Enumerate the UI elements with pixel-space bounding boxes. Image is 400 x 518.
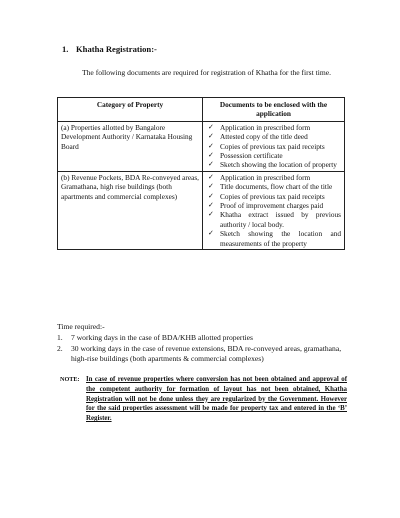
list-item: [57, 333, 347, 344]
list-item: [206, 123, 341, 132]
list-item: [206, 142, 341, 151]
check-mark-icon: ✓: [208, 229, 214, 238]
list-item: [206, 192, 341, 201]
document-text: Application in prescribed form: [220, 122, 311, 132]
check-mark-icon: ✓: [208, 191, 214, 200]
list-item: [206, 160, 341, 169]
check-mark-icon: ✓: [208, 182, 214, 191]
section-title: Khatha Registration:-: [76, 44, 157, 54]
time-required-title: Time required:-: [57, 322, 105, 331]
category-cell: (b) Revenue Pockets, BDA Re-conveyed areas, Gramathana, high rise buildings (both apartments and commercial complexes): [58, 171, 203, 249]
check-mark-icon: ✓: [208, 141, 214, 150]
table-row: [58, 171, 345, 249]
documents-cell: [203, 121, 345, 171]
table-row: [58, 121, 345, 171]
check-mark-icon: ✓: [208, 160, 214, 169]
header-documents: Documents to be enclosed with the application: [203, 98, 345, 122]
category-cell: (a) Properties allotted by Bangalore Development Authority / Karnataka Housing Board: [58, 121, 203, 171]
document-text: Application in prescribed form: [220, 172, 311, 182]
note-label: NOTE:: [60, 376, 80, 383]
item-text: 7 working days in the case of BDA/KHB allotted properties: [71, 333, 254, 342]
document-text: Proof of improvement charges paid: [220, 201, 324, 211]
note-block: [60, 375, 347, 424]
documents-cell: [203, 171, 345, 249]
check-mark-icon: ✓: [208, 151, 214, 160]
document-text: Possession certificate: [220, 151, 283, 161]
list-item: [206, 201, 341, 210]
document-text: Copies of previous tax paid receipts: [220, 141, 325, 151]
note-text: In case of revenue properties where conversion has not been obtained and approval of the competent authority for formation of layout has not been obtained, Khatha Registration will not be done unless they are regularized by the Government. However for the said properties assessment will be made for property tax and entered in the ‘B’ Register.: [86, 376, 347, 423]
table-header-row: [58, 98, 345, 122]
list-item: [206, 173, 341, 182]
document-text: Sketch showing the location and measurements of the property: [220, 229, 341, 248]
header-category: Category of Property: [58, 98, 203, 122]
list-item: [206, 182, 341, 191]
document-list: [206, 123, 341, 170]
documents-table: [57, 97, 345, 250]
item-number: 2.: [57, 343, 63, 353]
check-mark-icon: ✓: [208, 122, 214, 131]
time-required-list: [57, 333, 347, 365]
document-text: Attested copy of the title deed: [220, 132, 308, 142]
document-text: Title documents, flow chart of the title: [220, 182, 333, 192]
section-number: 1.: [62, 44, 69, 54]
section-heading: [62, 44, 157, 54]
check-mark-icon: ✓: [208, 172, 214, 181]
list-item: [206, 210, 341, 229]
check-mark-icon: ✓: [208, 201, 214, 210]
document-text: Sketch showing the location of property: [220, 160, 337, 170]
item-number: 1.: [57, 333, 63, 342]
list-item: [206, 132, 341, 141]
intro-paragraph: The following documents are required for registration of Khatha for the first time.: [82, 68, 332, 77]
item-text: 30 working days in the case of revenue extensions, BDA re-conveyed areas, gramathana, high-rise buildings (both apartments & commercial complexes): [71, 343, 342, 363]
document-text: Copies of previous tax paid receipts: [220, 191, 325, 201]
list-item: [57, 344, 347, 365]
check-mark-icon: ✓: [208, 132, 214, 141]
document-list: [206, 173, 341, 248]
list-item: [206, 229, 341, 248]
list-item: [206, 151, 341, 160]
check-mark-icon: ✓: [208, 210, 214, 219]
document-text: Khatha extract issued by previous authority / local body.: [220, 210, 341, 229]
